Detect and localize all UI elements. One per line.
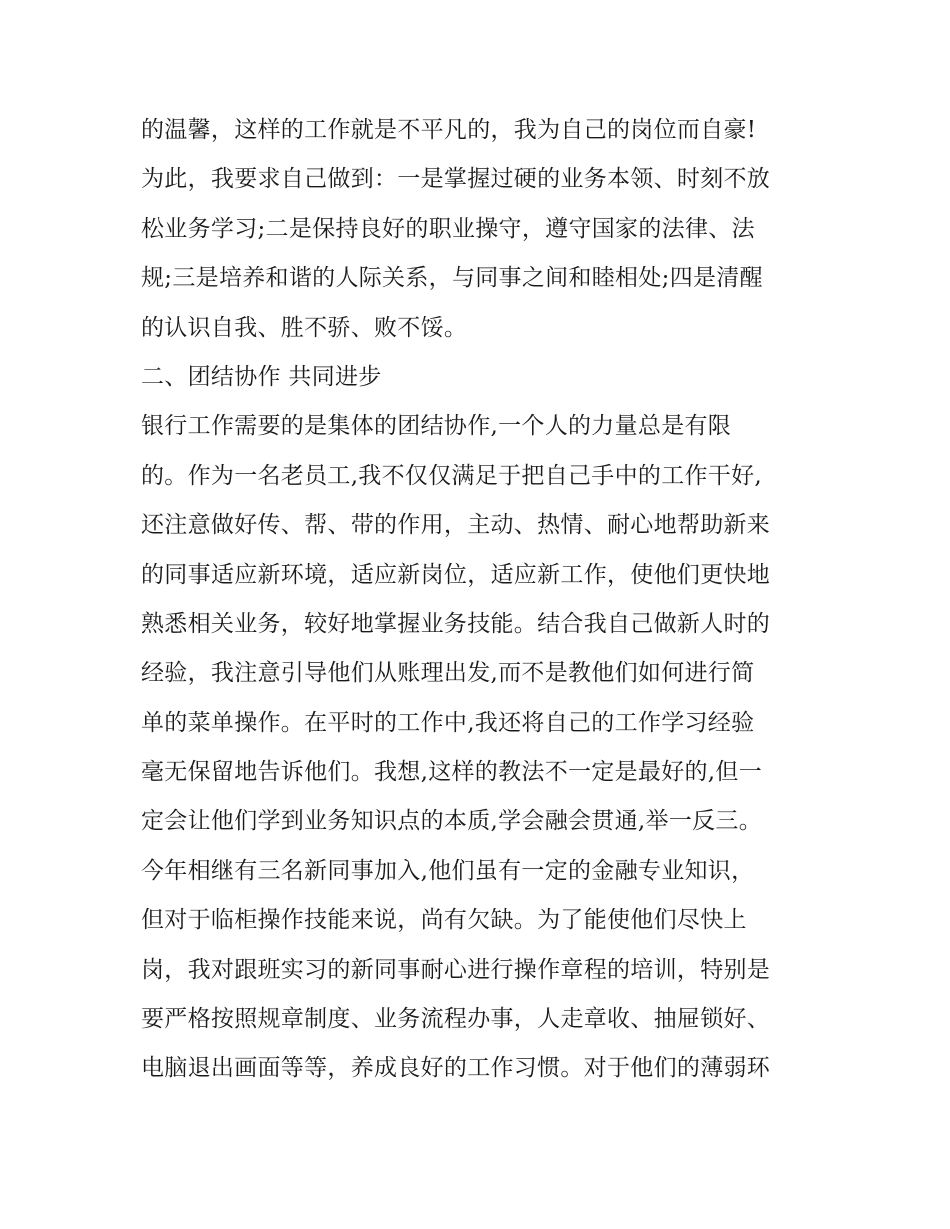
text-line: 电脑退出画面等等，养成良好的工作习惯。对于他们的薄弱环: [141, 1055, 771, 1082]
text-line: 的认识自我、胜不骄、败不馁。: [141, 314, 468, 341]
text-line: 定会让他们学到业务知识点的本质,学会融会贯通,举一反三。: [141, 808, 763, 835]
text-line: 毫无保留地告诉他们。我想,这样的教法不一定是最好的,但一: [141, 759, 763, 786]
text-line: 经验，我注意引导他们从账理出发,而不是教他们如何进行简: [141, 660, 755, 687]
text-line: 单的菜单操作。在平时的工作中,我还将自己的工作学习经验: [141, 709, 755, 736]
text-line: 的温馨，这样的工作就是不平凡的，我为自己的岗位而自豪!: [141, 117, 757, 143]
section-heading: 二、团结协作 共同进步: [141, 363, 382, 390]
text-line: 还注意做好传、帮、带的作用，主动、热情、耐心地帮助新来: [141, 512, 771, 539]
text-line: 要严格按照规章制度、业务流程办事，人走章收、抽屉锁好、: [141, 1006, 771, 1033]
text-line: 熟悉相关业务，较好地掌握业务技能。结合我自己做新人时的: [141, 610, 771, 637]
text-line: 今年相继有三名新同事加入,他们虽有一定的金融专业知识，: [141, 857, 755, 884]
text-line: 为此，我要求自己做到：一是掌握过硬的业务本领、时刻不放: [141, 166, 771, 193]
text-line: 规;三是培养和谐的人际关系，与同事之间和睦相处;四是清醒: [141, 265, 763, 292]
text-line: 但对于临柜操作技能来说，尚有欠缺。为了能使他们尽快上: [141, 907, 747, 934]
text-line: 银行工作需要的是集体的团结协作,一个人的力量总是有限: [141, 413, 732, 440]
text-line: 松业务学习;二是保持良好的职业操守，遵守国家的法律、法: [141, 215, 755, 242]
body-text: [141, 106, 841, 1094]
text-line: 的同事适应新环境，适应新岗位，适应新工作，使他们更快地: [141, 561, 771, 588]
text-line: 岗，我对跟班实习的新同事耐心进行操作章程的培训，特别是: [141, 956, 771, 983]
text-line: 的。作为一名老员工,我不仅仅满足于把自己手中的工作干好,: [141, 462, 763, 489]
